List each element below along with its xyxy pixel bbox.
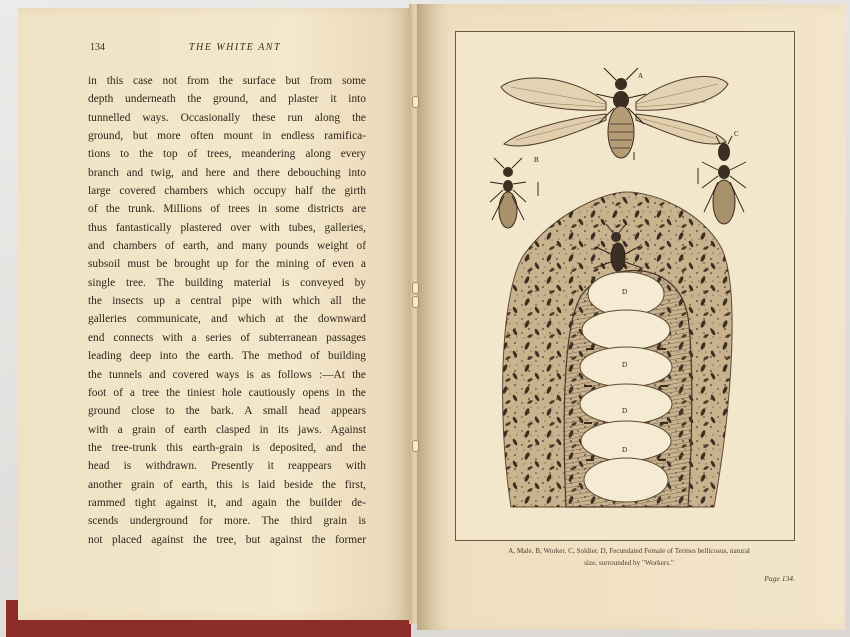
text-line: the insects up a central pipe with which all the	[88, 295, 366, 308]
text-line: another grain of earth, this is laid beside the first,	[88, 478, 366, 491]
text-line: branch and twig, and here and there debouching into	[88, 166, 366, 179]
body-text	[88, 72, 366, 549]
text-line: the tree-trunk this earth-grain is deposited, and the	[88, 441, 366, 454]
text-line: with a grain of earth clasped in its jaws. Against	[88, 423, 366, 436]
binding-stitch	[412, 440, 419, 452]
figure-label-a: A	[638, 72, 644, 80]
figure-label-d: D	[622, 288, 628, 296]
figure-label-d: D	[622, 361, 628, 369]
text-line: in this case not from the surface but from some	[88, 75, 366, 87]
text-line: the tunnels and covered ways is as follows :—At the	[88, 368, 366, 381]
illustration-plate	[455, 31, 795, 541]
soldier-termite-figure	[698, 130, 746, 224]
figure-label-d: D	[622, 446, 628, 454]
text-line: leading deep into the earth. The method of building	[88, 350, 366, 363]
text-line: foot of a tree the tiniest hole cautiously opens in the	[88, 386, 366, 399]
binding-stitch	[412, 282, 419, 294]
figure-label-b: B	[534, 156, 539, 164]
text-line: ground, but more often mount in endless ramifica-	[88, 130, 366, 143]
text-line: thus fantastically plastered over with tubes, galleries,	[88, 221, 366, 234]
text-line: and chambers of earth, and many pounds weight of	[88, 240, 366, 253]
text-line: depth underneath the ground, and plaster it into	[88, 93, 366, 106]
text-line: subsoil must be brought up for the mining of even a	[88, 258, 366, 271]
page-reference: Page 134.	[764, 574, 795, 583]
text-line: rammed tight against it, and again the builder de-	[88, 496, 366, 509]
text-line: tions to the top of trees, meandering along every	[88, 148, 366, 161]
text-line: not placed against the tree, but against the former	[88, 533, 366, 546]
worker-termite-figure	[490, 156, 539, 228]
text-line: ground close to the bark. A small head appears	[88, 405, 366, 418]
binding-stitch	[412, 296, 419, 308]
binding-stitch	[412, 96, 419, 108]
text-line: head is withdrawn. Presently it reappears with	[88, 460, 366, 473]
text-line: single tree. The building material is conveyed by	[88, 276, 366, 289]
text-line: scends underground for more. The third grain is	[88, 515, 366, 528]
caption-line: A, Male. B, Worker. C, Soldier. D, Fecundated Female of Termes bellicosus, natural	[508, 547, 750, 555]
page-number: 134	[90, 42, 105, 53]
text-line: large covered chambers which occupy half the girth	[88, 185, 366, 198]
text-line: end connects with a series of subterranean passages	[88, 331, 366, 344]
caption-line: size, surrounded by "Workers."	[584, 559, 674, 567]
text-line: galleries communicate, and which at the downward	[88, 313, 366, 326]
running-title: THE WHITE ANT	[188, 42, 282, 53]
page-header	[90, 42, 380, 60]
termite-illustration	[456, 32, 794, 540]
text-line: of the trunk. Millions of trees in some districts are	[88, 203, 366, 216]
winged-male-termite-figure	[501, 68, 728, 158]
figure-caption	[448, 545, 810, 569]
figure-label-c: C	[734, 130, 739, 138]
text-line: tunnelled ways. Occasionally these run along the	[88, 111, 366, 124]
figure-label-d: D	[622, 407, 628, 415]
